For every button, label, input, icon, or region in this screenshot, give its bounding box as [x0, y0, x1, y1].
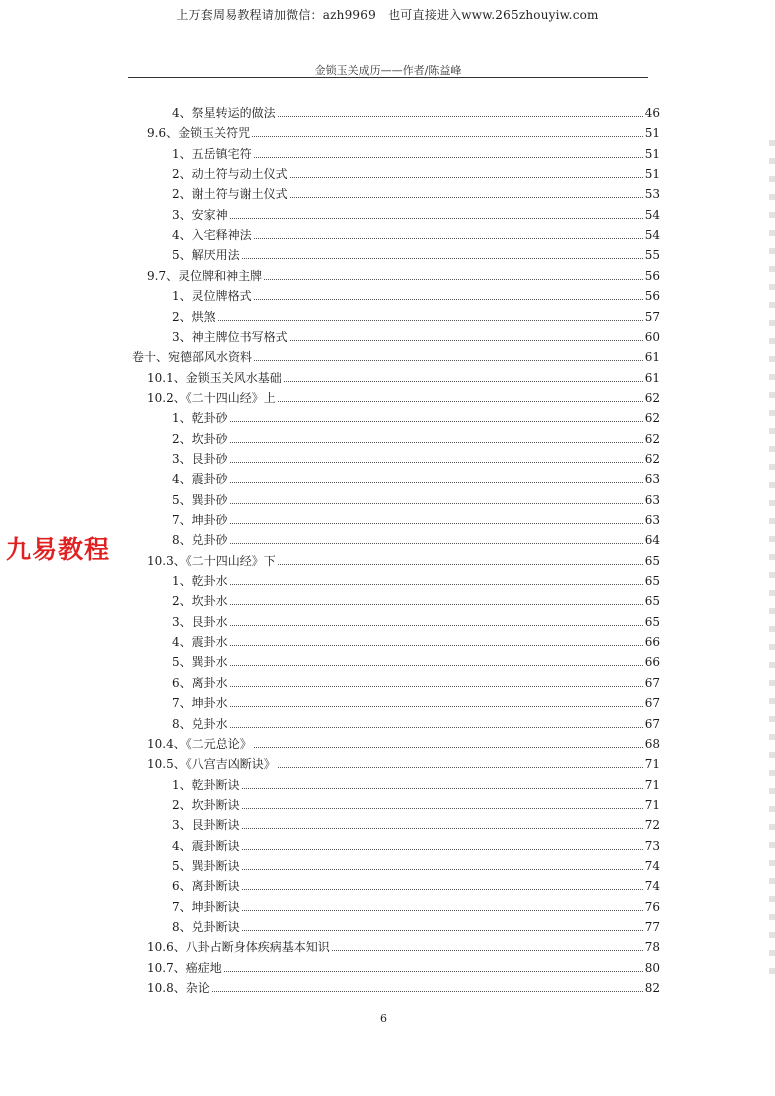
toc-entry-page: 67 [644, 696, 660, 711]
toc-entry [147, 367, 660, 385]
header-rule [128, 77, 648, 78]
toc-entry [172, 713, 660, 731]
toc-entry [172, 875, 660, 893]
toc-entry-label: 7、坤卦砂 [172, 513, 228, 527]
toc-entry-page: 65 [644, 594, 660, 609]
toc-entry-page: 54 [644, 207, 660, 222]
toc-entry-label: 1、五岳镇宅符 [172, 146, 252, 161]
toc-leader-dots [230, 503, 643, 504]
toc-entry-label: 10.5、《八宫吉凶断诀》 [147, 757, 276, 772]
toc-entry [172, 590, 660, 608]
toc-leader-dots [218, 320, 643, 321]
toc-entry-page: 65 [644, 574, 660, 589]
toc-entry [147, 122, 660, 140]
toc-leader-dots [230, 543, 643, 544]
toc-leader-dots [212, 991, 643, 992]
toc-entry-label: 8、兑卦水 [172, 716, 228, 731]
toc-entry-page: 65 [644, 614, 660, 629]
toc-leader-dots [278, 767, 643, 768]
toc-leader-dots [254, 157, 643, 158]
toc-leader-dots [230, 604, 643, 605]
toc-entry [147, 936, 660, 954]
toc-entry-label: 5、巽卦砂 [172, 492, 228, 507]
toc-entry [172, 407, 660, 425]
toc-entry-page: 51 [644, 146, 660, 161]
toc-entry [172, 102, 660, 120]
toc-leader-dots [254, 747, 643, 748]
toc-leader-dots [290, 340, 643, 341]
toc-entry [172, 672, 660, 690]
toc-entry [172, 306, 660, 324]
toc-entry-label: 9.6、金锁玉关符咒 [147, 126, 251, 141]
toc-leader-dots [242, 930, 643, 931]
toc-entry-page: 61 [644, 370, 660, 385]
toc-entry-page: 71 [644, 757, 660, 772]
toc-leader-dots [284, 381, 643, 382]
toc-entry-label: 1、乾卦砂 [172, 411, 228, 426]
toc-entry [172, 855, 660, 873]
toc-entry [172, 631, 660, 649]
toc-leader-dots [254, 299, 643, 300]
toc-leader-dots [254, 360, 643, 361]
toc-entry [147, 733, 660, 751]
toc-entry [172, 529, 660, 547]
watermark: 九易教程 [6, 535, 111, 564]
toc-leader-dots [242, 828, 643, 829]
toc-entry-label: 5、巽卦水 [172, 655, 228, 670]
toc-leader-dots [224, 971, 643, 972]
toc-entry [172, 143, 660, 161]
toc-entry-page: 67 [644, 675, 660, 690]
toc-entry-label: 4、震卦断诀 [172, 838, 240, 853]
toc-leader-dots [242, 869, 643, 870]
toc-entry-label: 1、乾卦水 [172, 574, 228, 589]
toc-entry-label: 5、巽卦断诀 [172, 858, 240, 873]
toc-entry-label: 3、神主牌位书写格式 [172, 329, 288, 344]
toc-leader-dots [242, 910, 643, 911]
toc-entry [172, 224, 660, 242]
toc-entry-page: 64 [644, 533, 660, 548]
toc-leader-dots [230, 645, 643, 646]
toc-entry [172, 896, 660, 914]
toc-leader-dots [332, 950, 643, 951]
toc-entry-label: 5、解厌用法 [172, 248, 240, 263]
toc-entry [172, 509, 660, 527]
toc-entry [172, 774, 660, 792]
toc-entry [172, 183, 660, 201]
toc-leader-dots [230, 584, 643, 585]
toc-leader-dots [278, 401, 643, 402]
toc-leader-dots [252, 136, 643, 137]
toc-entry-page: 51 [644, 167, 660, 182]
toc-entry-label: 1、乾卦断诀 [172, 777, 240, 792]
scan-edge-artifact [769, 140, 775, 980]
toc-entry [172, 326, 660, 344]
toc-entry [172, 570, 660, 588]
toc-entry-label: 8、兑卦砂 [172, 533, 228, 548]
toc-entry [172, 448, 660, 466]
toc-leader-dots [230, 727, 643, 728]
top-note: 上万套周易教程请加微信：azh9969 也可直接进入www.265zhouyiw.com [176, 8, 599, 22]
toc-entry-page: 57 [644, 309, 660, 324]
toc-entry-label: 2、坎卦砂 [172, 431, 228, 446]
toc-entry-page: 62 [644, 431, 660, 446]
toc-entry-page: 56 [644, 268, 660, 283]
toc-entry-page: 73 [644, 838, 660, 853]
toc-entry-label: 3、艮卦断诀 [172, 818, 240, 833]
toc-entry [172, 794, 660, 812]
toc-entry-label: 2、动土符与动土仪式 [172, 167, 288, 182]
toc-leader-dots [230, 421, 643, 422]
toc-entry-label: 10.8、杂论 [147, 981, 210, 996]
toc-entry-label: 4、祭星转运的做法 [172, 106, 276, 120]
toc-entry-page: 63 [644, 472, 660, 487]
toc-leader-dots [230, 482, 643, 483]
toc-entry [172, 835, 660, 853]
toc-entry-page: 62 [644, 451, 660, 466]
toc-leader-dots [230, 706, 643, 707]
toc-leader-dots [242, 808, 643, 809]
toc-entry-page: 76 [644, 899, 660, 914]
toc-leader-dots [230, 523, 643, 524]
toc-entry-label: 3、安家神 [172, 207, 228, 222]
toc-entry-page: 53 [644, 187, 660, 202]
toc-entry [147, 550, 660, 568]
toc-entry-label: 10.6、八卦占断身体疾病基本知识 [147, 940, 330, 955]
toc-entry-label: 3、艮卦水 [172, 614, 228, 629]
toc-entry-page: 51 [644, 126, 660, 141]
toc-entry-page: 65 [644, 553, 660, 568]
toc-leader-dots [290, 197, 643, 198]
toc-entry [172, 814, 660, 832]
toc-entry-label: 10.3、《二十四山经》下 [147, 553, 276, 568]
toc-entry [147, 957, 660, 975]
toc-entry [172, 692, 660, 710]
toc-entry-page: 77 [644, 920, 660, 934]
toc-entry [147, 265, 660, 283]
toc-entry-label: 10.2、《二十四山经》上 [147, 390, 276, 405]
toc-entry-page: 66 [644, 635, 660, 650]
toc-entry-label: 7、坤卦断诀 [172, 899, 240, 914]
toc-entry [147, 977, 660, 995]
toc-entry-page: 82 [644, 981, 660, 996]
toc-entry-label: 6、离卦断诀 [172, 879, 240, 894]
toc-leader-dots [242, 889, 643, 890]
toc-entry [172, 285, 660, 303]
toc-entry [172, 611, 660, 629]
toc-leader-dots [242, 258, 643, 259]
toc-leader-dots [230, 442, 643, 443]
toc-entry-label: 8、兑卦断诀 [172, 920, 240, 934]
page-number: 6 [380, 1012, 387, 1025]
toc-entry-label: 4、震卦砂 [172, 472, 228, 487]
toc-entry-label: 10.4、《二元总论》 [147, 736, 252, 751]
toc-entry [132, 346, 660, 364]
toc-entry-page: 54 [644, 228, 660, 243]
toc-entry [172, 651, 660, 669]
toc-entry-page: 60 [644, 329, 660, 344]
toc-leader-dots [242, 788, 643, 789]
toc-entry-page: 74 [644, 879, 660, 894]
toc-entry-page: 71 [644, 777, 660, 792]
toc-entry-page: 61 [644, 350, 660, 365]
toc-leader-dots [230, 625, 643, 626]
toc-entry-page: 74 [644, 858, 660, 873]
toc-entry-label: 9.7、灵位牌和神主牌 [147, 268, 263, 283]
toc-entry-label: 4、入宅释神法 [172, 228, 252, 243]
toc-entry [172, 244, 660, 262]
toc-entry-label: 6、离卦水 [172, 675, 228, 690]
toc-entry-page: 71 [644, 797, 660, 812]
toc-leader-dots [230, 665, 643, 666]
toc-entry-label: 4、震卦水 [172, 635, 228, 650]
toc-entry [172, 163, 660, 181]
toc-entry [172, 428, 660, 446]
toc-leader-dots [242, 849, 643, 850]
toc-leader-dots [230, 686, 643, 687]
toc-entry-page: 62 [644, 411, 660, 426]
toc-leader-dots [230, 218, 643, 219]
toc-entry-label: 7、坤卦水 [172, 696, 228, 711]
toc-entry-page: 56 [644, 289, 660, 304]
toc-entry [172, 204, 660, 222]
toc-leader-dots [278, 116, 643, 117]
toc-entry-label: 2、坎卦水 [172, 594, 228, 609]
toc-entry-page: 72 [644, 818, 660, 833]
toc-entry-page: 78 [644, 940, 660, 955]
toc-entry [172, 489, 660, 507]
toc-leader-dots [290, 177, 643, 178]
toc-entry-page: 63 [644, 513, 660, 527]
toc-entry-label: 10.1、金锁玉关风水基础 [147, 370, 282, 385]
toc-entry [172, 468, 660, 486]
toc-leader-dots [278, 564, 643, 565]
toc-entry [147, 753, 660, 771]
toc-entry-page: 62 [644, 390, 660, 405]
toc-entry-page: 66 [644, 655, 660, 670]
toc-entry-page: 63 [644, 492, 660, 507]
toc-entry-label: 1、灵位牌格式 [172, 289, 252, 304]
toc-entry [147, 387, 660, 405]
running-title: 金锁玉关成历——作者/陈益峰 [314, 64, 462, 77]
toc-entry-label: 2、坎卦断诀 [172, 797, 240, 812]
toc-entry-label: 2、谢土符与谢土仪式 [172, 187, 288, 202]
toc-entry-page: 55 [644, 248, 660, 263]
toc-entry-page: 67 [644, 716, 660, 731]
toc-entry-label: 3、艮卦砂 [172, 451, 228, 466]
toc-entry-page: 68 [644, 736, 660, 751]
toc-entry-label: 10.7、癌症地 [147, 960, 222, 975]
toc-entry-label: 2、烘煞 [172, 309, 216, 324]
toc-leader-dots [254, 238, 643, 239]
toc-leader-dots [264, 279, 643, 280]
toc-entry-page: 46 [644, 106, 660, 120]
toc-entry-page: 80 [644, 960, 660, 975]
toc-entry-label: 卷十、宛德部风水资料 [132, 350, 253, 365]
toc-leader-dots [230, 462, 643, 463]
toc-entry [172, 916, 660, 934]
